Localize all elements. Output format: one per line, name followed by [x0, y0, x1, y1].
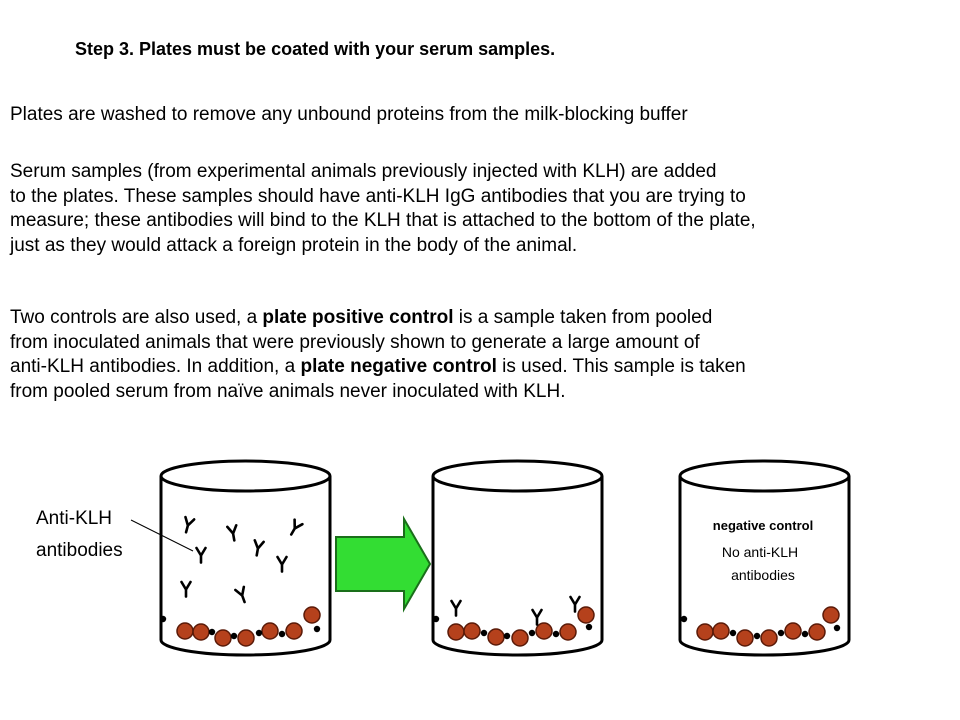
klh-protein	[560, 624, 576, 640]
klh-protein	[761, 630, 777, 646]
klh-protein	[177, 623, 193, 639]
wash-text: Plates are washed to remove any unbound proteins from the milk-blocking buffer	[10, 104, 688, 125]
controls-line-2: from inoculated animals that were previously shown to generate a large amount of	[10, 331, 700, 353]
blocking-protein-dot	[433, 616, 439, 622]
antibody-label-line-2: antibodies	[36, 540, 123, 561]
klh-protein	[262, 623, 278, 639]
controls-line-3-end: is used. This sample is taken	[496, 356, 746, 377]
process-arrow-icon	[336, 519, 430, 609]
blocking-protein-dot	[681, 616, 687, 622]
bound-antibody-well	[433, 461, 602, 655]
blocking-protein-dot	[802, 631, 808, 637]
klh-protein	[512, 630, 528, 646]
blocking-protein-dot	[730, 630, 736, 636]
serum-line-4: just as they would attack a foreign protein in the body of the animal.	[10, 234, 578, 256]
klh-protein	[713, 623, 729, 639]
controls-line-3-start: anti-KLH antibodies. In addition, a	[10, 356, 301, 377]
klh-protein	[809, 624, 825, 640]
positive-control-term: plate positive control	[262, 307, 454, 328]
serum-well	[160, 461, 330, 655]
well-rim	[433, 461, 602, 491]
klh-protein	[785, 623, 801, 639]
controls-line-1-start: Two controls are also used, a	[10, 307, 263, 328]
serum-line-3: measure; these antibodies will bind to the KLH that is attached to the bottom of the plate,	[10, 210, 756, 231]
klh-protein	[697, 624, 713, 640]
serum-line-1: Serum samples (from experimental animals previously injected with KLH) are added	[10, 161, 717, 182]
controls-line-1-end: is a sample taken from pooled	[453, 307, 713, 328]
negative-control-term: plate negative control	[300, 356, 497, 377]
klh-protein	[286, 623, 302, 639]
klh-protein	[193, 624, 209, 640]
blocking-protein-dot	[160, 616, 166, 622]
klh-protein	[488, 629, 504, 645]
controls-line-4: from pooled serum from naïve animals never inoculated with KLH.	[10, 380, 566, 402]
serum-line-2: to the plates. These samples should have anti-KLH IgG antibodies that you are trying to	[10, 185, 746, 207]
negative-control-title: negative control	[712, 518, 814, 533]
klh-protein	[304, 607, 320, 623]
blocking-protein-dot	[778, 630, 784, 636]
antibody-label-line-1: Anti-KLH	[36, 508, 113, 529]
blocking-protein-dot	[256, 630, 262, 636]
blocking-protein-dot	[279, 631, 285, 637]
klh-protein	[448, 624, 464, 640]
blocking-protein-dot	[754, 633, 760, 639]
blocking-protein-dot	[481, 630, 487, 636]
klh-protein	[823, 607, 839, 623]
blocking-protein-dot	[314, 626, 320, 632]
blocking-protein-dot	[504, 633, 510, 639]
blocking-protein-dot	[529, 630, 535, 636]
blocking-protein-dot	[553, 631, 559, 637]
well-rim	[680, 461, 849, 491]
klh-protein	[464, 623, 480, 639]
klh-protein	[215, 630, 231, 646]
blocking-protein-dot	[209, 629, 215, 635]
negative-control-line-2: antibodies	[731, 567, 795, 583]
blocking-protein-dot	[834, 625, 840, 631]
negative-control-line-1: No anti-KLH	[721, 544, 799, 560]
blocking-protein-dot	[231, 633, 237, 639]
klh-protein	[536, 623, 552, 639]
klh-protein	[238, 630, 254, 646]
well-rim	[161, 461, 330, 491]
klh-protein	[737, 630, 753, 646]
blocking-protein-dot	[586, 624, 592, 630]
klh-protein	[578, 607, 594, 623]
step-title: Step 3. Plates must be coated with your serum samples.	[75, 39, 556, 59]
